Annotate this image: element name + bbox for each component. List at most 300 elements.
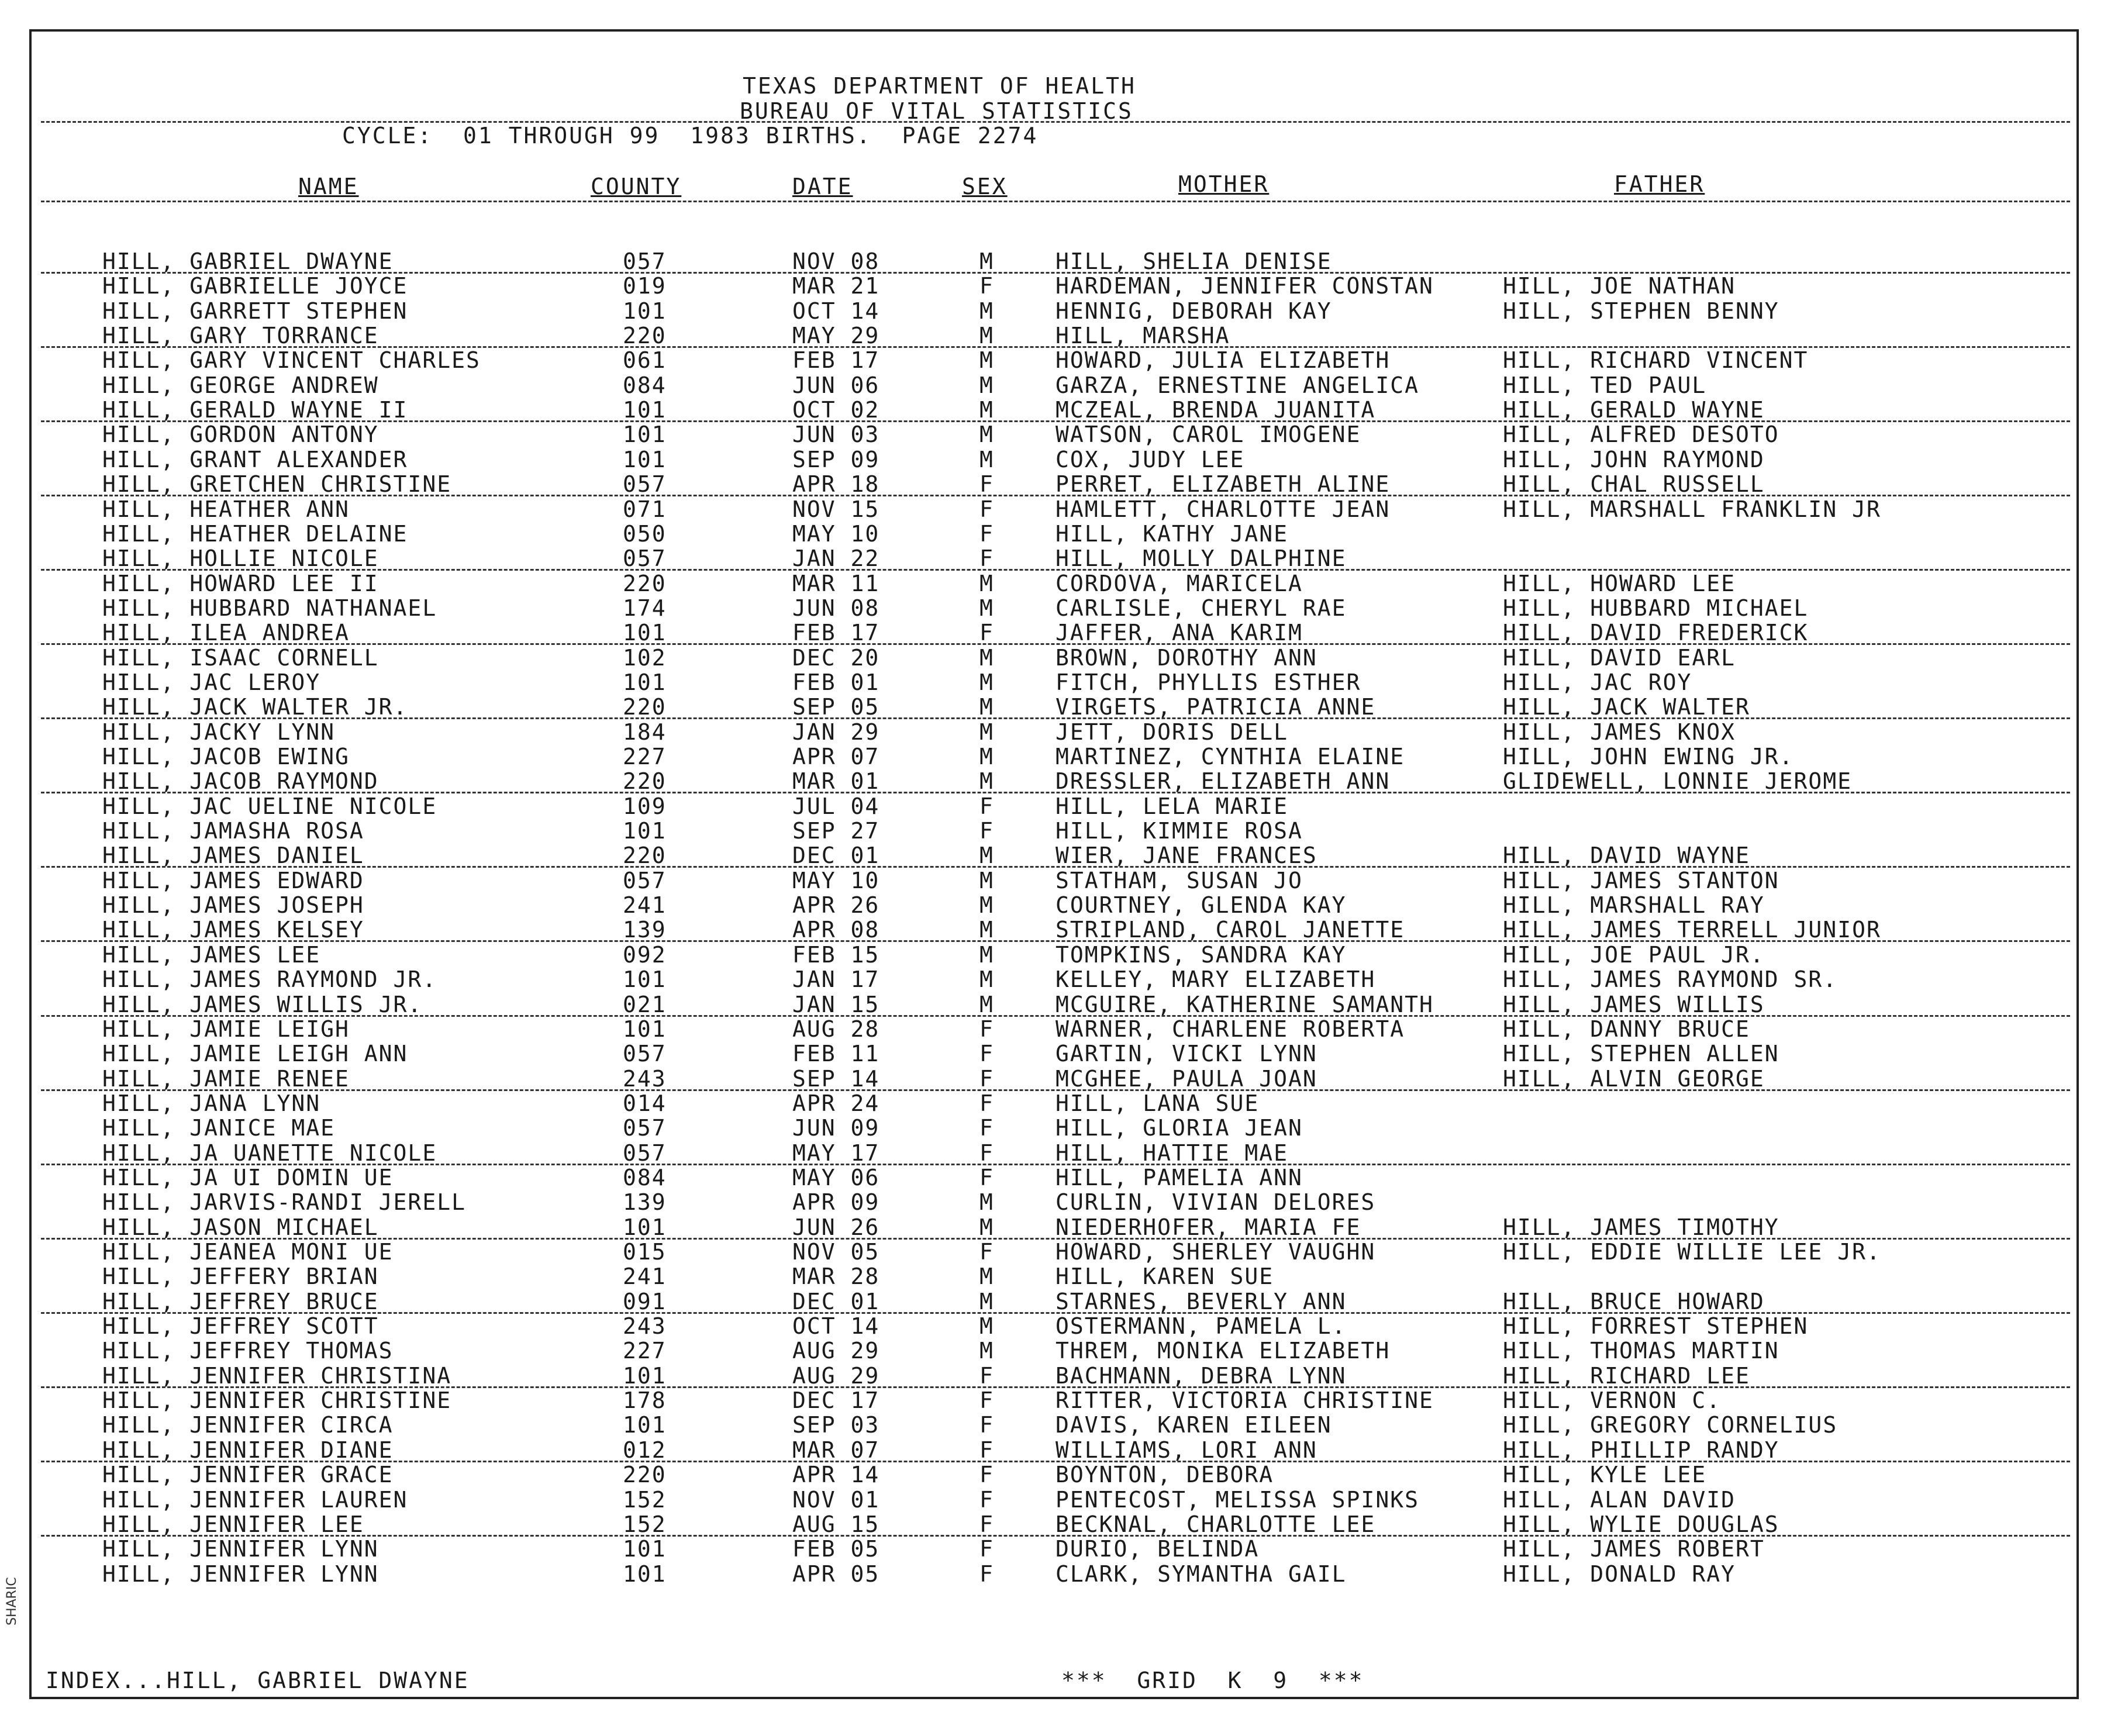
- record-sex: F: [979, 1164, 994, 1190]
- record-county: 139: [623, 917, 667, 943]
- record-row: [0, 546, 2111, 570]
- row-group-divider: [41, 1164, 2070, 1165]
- record-row: [0, 1115, 2111, 1140]
- record-sex: M: [979, 1313, 994, 1340]
- col-sex-header: SEX: [962, 174, 1008, 199]
- record-county: 057: [623, 1041, 667, 1067]
- record-father: HILL, JOHN RAYMOND: [1503, 446, 1765, 472]
- record-date: JUN 06: [792, 372, 880, 398]
- record-county: 057: [623, 1115, 667, 1141]
- record-father: HILL, GREGORY CORNELIUS: [1503, 1412, 1838, 1438]
- record-county: 101: [623, 422, 667, 448]
- record-county: 101: [623, 1016, 667, 1042]
- record-mother: THREM, MONIKA ELIZABETH: [1056, 1338, 1391, 1364]
- record-sex: M: [979, 323, 994, 349]
- record-mother: HOWARD, SHERLEY VAUGHN: [1056, 1239, 1376, 1265]
- record-mother: TOMPKINS, SANDRA KAY: [1056, 941, 1347, 968]
- record-father: HILL, DAVID EARL: [1503, 644, 1736, 671]
- record-father: HILL, GERALD WAYNE: [1503, 397, 1765, 423]
- record-date: NOV 01: [792, 1486, 880, 1513]
- record-row: [0, 1487, 2111, 1511]
- record-name: HILL, JACKY LYNN: [102, 719, 336, 745]
- record-mother: HILL, SHELIA DENISE: [1056, 249, 1332, 274]
- record-sex: F: [979, 1412, 994, 1438]
- record-name: HILL, JAMES WILLIS JR.: [102, 991, 423, 1017]
- record-name: HILL, JARVIS-RANDI JERELL: [102, 1189, 466, 1216]
- record-county: 057: [623, 249, 667, 274]
- record-name: HILL, JAMES EDWARD: [102, 867, 364, 893]
- record-sex: M: [979, 867, 994, 893]
- record-sex: F: [979, 1437, 994, 1463]
- record-row: [0, 496, 2111, 521]
- record-mother: HILL, LELA MARIE: [1056, 793, 1289, 819]
- record-row: [0, 768, 2111, 793]
- record-mother: CORDOVA, MARICELA: [1056, 570, 1303, 596]
- record-father: HILL, JAMES STANTON: [1503, 867, 1779, 893]
- record-sex: M: [979, 1264, 994, 1290]
- record-date: DEC 01: [792, 1288, 880, 1314]
- record-county: 243: [623, 1065, 667, 1092]
- record-county: 241: [623, 1264, 667, 1290]
- record-date: DEC 20: [792, 644, 880, 671]
- record-date: FEB 01: [792, 669, 880, 695]
- record-name: HILL, JENNIFER LYNN: [102, 1536, 379, 1562]
- record-sex: M: [979, 570, 994, 596]
- record-name: HILL, ILEA ANDREA: [102, 620, 350, 646]
- row-group-divider: [41, 940, 2070, 942]
- record-name: HILL, JEFFERY BRIAN: [102, 1264, 379, 1290]
- record-row: [0, 992, 2111, 1016]
- col-county-header: COUNTY: [591, 174, 682, 199]
- footer-grid: *** GRID K 9 ***: [1061, 1668, 1364, 1693]
- record-date: OCT 14: [792, 1313, 880, 1340]
- record-county: 101: [623, 1412, 667, 1438]
- record-name: HILL, JENNIFER LYNN: [102, 1561, 379, 1587]
- record-sex: M: [979, 719, 994, 745]
- row-group-divider: [41, 1089, 2070, 1091]
- record-date: MAR 07: [792, 1437, 880, 1463]
- record-mother: JETT, DORIS DELL: [1056, 719, 1289, 745]
- record-name: HILL, JEFFREY BRUCE: [102, 1288, 379, 1314]
- record-county: 220: [623, 768, 667, 795]
- record-county: 101: [623, 1536, 667, 1562]
- record-date: NOV 05: [792, 1239, 880, 1265]
- record-name: HILL, GRETCHEN CHRISTINE: [102, 471, 452, 498]
- record-sex: F: [979, 1115, 994, 1141]
- record-father: HILL, JAMES TERRELL JUNIOR: [1503, 917, 1881, 943]
- record-name: HILL, HOWARD LEE II: [102, 570, 379, 596]
- record-date: MAY 10: [792, 867, 880, 893]
- row-group-divider: [41, 792, 2070, 793]
- row-group-divider: [41, 866, 2070, 868]
- record-date: FEB 15: [792, 941, 880, 968]
- record-mother: BOYNTON, DEBORA: [1056, 1462, 1274, 1488]
- record-row: [0, 1561, 2111, 1586]
- record-name: HILL, JAMES KELSEY: [102, 917, 364, 943]
- record-name: HILL, JAMIE LEIGH ANN: [102, 1041, 408, 1067]
- record-county: 174: [623, 595, 667, 621]
- record-father: HILL, JAC ROY: [1503, 669, 1692, 695]
- record-father: HILL, EDDIE WILLIE LEE JR.: [1503, 1239, 1881, 1265]
- record-county: 178: [623, 1388, 667, 1414]
- row-group-divider: [41, 1015, 2070, 1017]
- record-date: JAN 17: [792, 967, 880, 993]
- record-row: [0, 571, 2111, 595]
- record-county: 012: [623, 1437, 667, 1463]
- record-date: OCT 14: [792, 298, 880, 324]
- record-mother: COURTNEY, GLENDA KAY: [1056, 892, 1347, 919]
- record-sex: F: [979, 1140, 994, 1166]
- record-county: 061: [623, 347, 667, 374]
- record-county: 101: [623, 1214, 667, 1240]
- record-date: AUG 15: [792, 1511, 880, 1537]
- row-group-divider: [41, 1461, 2070, 1462]
- row-group-divider: [41, 272, 2070, 274]
- record-county: 152: [623, 1486, 667, 1513]
- record-sex: F: [979, 1511, 994, 1537]
- record-father: HILL, THOMAS MARTIN: [1503, 1338, 1779, 1364]
- bureau-title: BUREAU OF VITAL STATISTICS: [740, 98, 1133, 124]
- record-father: HILL, FORREST STEPHEN: [1503, 1313, 1809, 1340]
- row-group-divider: [41, 420, 2070, 422]
- record-date: APR 09: [792, 1189, 880, 1216]
- record-county: 057: [623, 1140, 667, 1166]
- record-mother: FITCH, PHYLLIS ESTHER: [1056, 669, 1361, 695]
- record-row: [0, 1437, 2111, 1462]
- cycle-line: CYCLE: 01 THROUGH 99 1983 BIRTHS. PAGE 2274: [342, 123, 1039, 149]
- record-date: SEP 09: [792, 446, 880, 472]
- record-date: SEP 27: [792, 818, 880, 844]
- record-mother: HENNIG, DEBORAH KAY: [1056, 298, 1332, 324]
- record-father: HILL, MARSHALL FRANKLIN JR: [1503, 496, 1881, 522]
- record-sex: F: [979, 1016, 994, 1042]
- record-date: NOV 15: [792, 496, 880, 522]
- record-sex: M: [979, 768, 994, 795]
- record-county: 243: [623, 1313, 667, 1340]
- record-row: [0, 298, 2111, 323]
- record-father: HILL, STEPHEN ALLEN: [1503, 1041, 1779, 1067]
- record-row: [0, 273, 2111, 298]
- record-row: [0, 793, 2111, 818]
- record-name: HILL, JAMES RAYMOND JR.: [102, 967, 437, 993]
- record-county: 109: [623, 793, 667, 819]
- record-mother: HILL, GLORIA JEAN: [1056, 1115, 1303, 1141]
- record-county: 102: [623, 644, 667, 671]
- record-mother: WILLIAMS, LORI ANN: [1056, 1437, 1317, 1463]
- record-county: 227: [623, 744, 667, 769]
- record-mother: STARNES, BEVERLY ANN: [1056, 1288, 1347, 1314]
- record-date: MAR 11: [792, 570, 880, 596]
- record-mother: RITTER, VICTORIA CHRISTINE: [1056, 1388, 1434, 1414]
- record-sex: M: [979, 1338, 994, 1364]
- record-mother: JAFFER, ANA KARIM: [1056, 620, 1303, 646]
- column-header-divider: [41, 201, 2070, 202]
- record-sex: M: [979, 422, 994, 448]
- record-county: 101: [623, 1561, 667, 1587]
- record-mother: GARTIN, VICKI LYNN: [1056, 1041, 1317, 1067]
- record-mother: KELLEY, MARY ELIZABETH: [1056, 967, 1376, 993]
- record-row: [0, 1462, 2111, 1486]
- record-date: NOV 08: [792, 249, 880, 274]
- row-group-divider: [41, 717, 2070, 719]
- record-mother: HOWARD, JULIA ELIZABETH: [1056, 347, 1391, 374]
- record-mother: DAVIS, KAREN EILEEN: [1056, 1412, 1332, 1438]
- record-date: FEB 17: [792, 620, 880, 646]
- record-father: HILL, VERNON C.: [1503, 1388, 1722, 1414]
- record-father: HILL, PHILLIP RANDY: [1503, 1437, 1779, 1463]
- record-date: AUG 29: [792, 1362, 880, 1389]
- record-date: MAY 06: [792, 1164, 880, 1190]
- record-mother: BROWN, DOROTHY ANN: [1056, 644, 1317, 671]
- record-name: HILL, HUBBARD NATHANAEL: [102, 595, 437, 621]
- record-name: HILL, JENNIFER CIRCA: [102, 1412, 394, 1438]
- record-mother: HILL, KIMMIE ROSA: [1056, 818, 1303, 844]
- record-sex: F: [979, 1462, 994, 1488]
- record-row: [0, 1041, 2111, 1065]
- footer-index: INDEX...HILL, GABRIEL DWAYNE: [46, 1668, 470, 1693]
- record-name: HILL, GEORGE ANDREW: [102, 372, 379, 398]
- record-father: HILL, JOE NATHAN: [1503, 273, 1736, 299]
- record-row: [0, 1511, 2111, 1536]
- record-name: HILL, JENNIFER LAUREN: [102, 1486, 408, 1513]
- record-mother: VIRGETS, PATRICIA ANNE: [1056, 694, 1376, 720]
- record-father: HILL, TED PAUL: [1503, 372, 1707, 398]
- record-date: DEC 01: [792, 843, 880, 869]
- record-county: 091: [623, 1288, 667, 1314]
- record-county: 220: [623, 694, 667, 720]
- record-name: HILL, GABRIELLE JOYCE: [102, 273, 408, 299]
- record-row: [0, 868, 2111, 892]
- record-sex: F: [979, 1239, 994, 1265]
- record-sex: M: [979, 595, 994, 621]
- record-name: HILL, JEANEA MONI UE: [102, 1239, 394, 1265]
- record-sex: F: [979, 1561, 994, 1587]
- record-name: HILL, JENNIFER CHRISTINE: [102, 1388, 452, 1414]
- record-row: [0, 694, 2111, 719]
- record-father: HILL, JAMES TIMOTHY: [1503, 1214, 1779, 1240]
- record-row: [0, 1388, 2111, 1412]
- record-mother: HAMLETT, CHARLOTTE JEAN: [1056, 496, 1391, 522]
- record-name: HILL, GERALD WAYNE II: [102, 397, 408, 423]
- record-row: [0, 645, 2111, 669]
- record-mother: HILL, LANA SUE: [1056, 1090, 1260, 1116]
- col-father-header: FATHER: [1614, 171, 1705, 197]
- record-row: [0, 1536, 2111, 1561]
- record-date: APR 18: [792, 471, 880, 498]
- record-row: [0, 1214, 2111, 1239]
- record-mother: MCGHEE, PAULA JOAN: [1056, 1065, 1317, 1092]
- record-name: HILL, JACK WALTER JR.: [102, 694, 408, 720]
- record-county: 015: [623, 1239, 667, 1265]
- record-father: HILL, JACK WALTER: [1503, 694, 1750, 720]
- record-county: 084: [623, 372, 667, 398]
- record-name: HILL, JEFFREY THOMAS: [102, 1338, 394, 1364]
- record-county: 241: [623, 892, 667, 919]
- record-father: HILL, HOWARD LEE: [1503, 570, 1736, 596]
- record-county: 057: [623, 546, 667, 572]
- record-date: JUN 08: [792, 595, 880, 621]
- record-mother: MARTINEZ, CYNTHIA ELAINE: [1056, 744, 1405, 769]
- record-mother: COX, JUDY LEE: [1056, 446, 1245, 472]
- record-mother: STATHAM, SUSAN JO: [1056, 867, 1303, 893]
- record-mother: HARDEMAN, JENNIFER CONSTAN: [1056, 273, 1434, 299]
- record-date: JAN 22: [792, 546, 880, 572]
- record-row: [0, 1412, 2111, 1437]
- record-sex: M: [979, 917, 994, 943]
- record-name: HILL, JANA LYNN: [102, 1090, 321, 1116]
- record-father: HILL, DAVID WAYNE: [1503, 843, 1750, 869]
- record-name: HILL, JANICE MAE: [102, 1115, 336, 1141]
- record-father: HILL, STEPHEN BENNY: [1503, 298, 1779, 324]
- record-sex: M: [979, 941, 994, 968]
- record-name: HILL, HOLLIE NICOLE: [102, 546, 379, 572]
- record-row: [0, 447, 2111, 471]
- record-sex: M: [979, 397, 994, 423]
- record-mother: CLARK, SYMANTHA GAIL: [1056, 1561, 1347, 1587]
- record-name: HILL, JAMES DANIEL: [102, 843, 364, 869]
- record-row: [0, 1016, 2111, 1041]
- row-group-divider: [41, 1238, 2070, 1240]
- record-father: HILL, ALFRED DESOTO: [1503, 422, 1779, 448]
- row-group-divider: [41, 346, 2070, 348]
- record-name: HILL, GABRIEL DWAYNE: [102, 249, 394, 274]
- record-date: APR 08: [792, 917, 880, 943]
- record-county: 101: [623, 967, 667, 993]
- record-row: [0, 347, 2111, 372]
- record-sex: F: [979, 520, 994, 547]
- row-group-divider: [41, 1535, 2070, 1537]
- record-date: JUN 03: [792, 422, 880, 448]
- record-county: 014: [623, 1090, 667, 1116]
- record-name: HILL, JACOB EWING: [102, 744, 350, 769]
- record-row: [0, 719, 2111, 744]
- record-father: HILL, RICHARD VINCENT: [1503, 347, 1809, 374]
- record-row: [0, 471, 2111, 496]
- col-name-header: NAME: [298, 174, 359, 199]
- record-name: HILL, JAC LEROY: [102, 669, 321, 695]
- record-row: [0, 397, 2111, 422]
- record-sex: F: [979, 620, 994, 646]
- record-row: [0, 843, 2111, 867]
- col-mother-header: MOTHER: [1178, 171, 1270, 197]
- record-date: SEP 14: [792, 1065, 880, 1092]
- record-row: [0, 1189, 2111, 1214]
- record-father: HILL, JAMES KNOX: [1503, 719, 1736, 745]
- record-name: HILL, JENNIFER LEE: [102, 1511, 364, 1537]
- record-mother: GARZA, ERNESTINE ANGELICA: [1056, 372, 1419, 398]
- record-name: HILL, ISAAC CORNELL: [102, 644, 379, 671]
- record-date: APR 24: [792, 1090, 880, 1116]
- record-sex: M: [979, 694, 994, 720]
- record-name: HILL, JENNIFER GRACE: [102, 1462, 394, 1488]
- record-father: HILL, ALAN DAVID: [1503, 1486, 1736, 1513]
- record-row: [0, 669, 2111, 694]
- record-name: HILL, JENNIFER CHRISTINA: [102, 1362, 452, 1389]
- record-date: FEB 17: [792, 347, 880, 374]
- record-row: [0, 249, 2111, 273]
- record-county: 101: [623, 669, 667, 695]
- record-county: 071: [623, 496, 667, 522]
- record-row: [0, 1289, 2111, 1313]
- record-county: 220: [623, 843, 667, 869]
- record-county: 021: [623, 991, 667, 1017]
- record-sex: F: [979, 496, 994, 522]
- record-sex: F: [979, 793, 994, 819]
- record-sex: F: [979, 1536, 994, 1562]
- record-date: JUN 09: [792, 1115, 880, 1141]
- record-date: AUG 28: [792, 1016, 880, 1042]
- record-mother: NIEDERHOFER, MARIA FE: [1056, 1214, 1361, 1240]
- record-name: HILL, JAMES LEE: [102, 941, 321, 968]
- record-date: JUN 26: [792, 1214, 880, 1240]
- record-date: MAR 01: [792, 768, 880, 795]
- record-row: [0, 1090, 2111, 1115]
- record-county: 101: [623, 620, 667, 646]
- record-county: 050: [623, 520, 667, 547]
- record-father: HILL, MARSHALL RAY: [1503, 892, 1765, 919]
- row-group-divider: [41, 495, 2070, 496]
- record-date: MAY 10: [792, 520, 880, 547]
- record-name: HILL, JA UI DOMIN UE: [102, 1164, 394, 1190]
- record-row: [0, 942, 2111, 967]
- record-county: 101: [623, 1362, 667, 1389]
- record-mother: HILL, HATTIE MAE: [1056, 1140, 1289, 1166]
- record-sex: M: [979, 967, 994, 993]
- record-county: 057: [623, 867, 667, 893]
- record-county: 101: [623, 298, 667, 324]
- record-county: 084: [623, 1164, 667, 1190]
- record-father: HILL, JAMES WILLIS: [1503, 991, 1765, 1017]
- record-row: [0, 1140, 2111, 1165]
- record-date: APR 07: [792, 744, 880, 769]
- record-row: [0, 521, 2111, 546]
- record-father: HILL, CHAL RUSSELL: [1503, 471, 1765, 498]
- record-sex: M: [979, 744, 994, 769]
- record-date: AUG 29: [792, 1338, 880, 1364]
- record-row: [0, 1066, 2111, 1090]
- record-mother: HILL, MARSHA: [1056, 323, 1230, 349]
- record-mother: HILL, KAREN SUE: [1056, 1264, 1274, 1290]
- record-father: HILL, JOE PAUL JR.: [1503, 941, 1765, 968]
- record-father: HILL, ALVIN GEORGE: [1503, 1065, 1765, 1092]
- record-row: [0, 1165, 2111, 1189]
- record-sex: M: [979, 372, 994, 398]
- record-county: 101: [623, 818, 667, 844]
- record-date: JUL 04: [792, 793, 880, 819]
- record-mother: HILL, KATHY JANE: [1056, 520, 1289, 547]
- record-date: SEP 03: [792, 1412, 880, 1438]
- record-county: 092: [623, 941, 667, 968]
- record-date: MAY 17: [792, 1140, 880, 1166]
- record-name: HILL, HEATHER ANN: [102, 496, 350, 522]
- record-county: 139: [623, 1189, 667, 1216]
- record-row: [0, 1363, 2111, 1388]
- record-date: APR 14: [792, 1462, 880, 1488]
- record-name: HILL, GARY TORRANCE: [102, 323, 379, 349]
- row-group-divider: [41, 569, 2070, 571]
- record-county: 152: [623, 1511, 667, 1537]
- record-sex: F: [979, 1486, 994, 1513]
- record-sex: F: [979, 1388, 994, 1414]
- record-date: APR 26: [792, 892, 880, 919]
- side-label: SHARIC: [5, 1577, 19, 1625]
- record-name: HILL, JAMIE LEIGH: [102, 1016, 350, 1042]
- record-mother: BECKNAL, CHARLOTTE LEE: [1056, 1511, 1376, 1537]
- record-sex: M: [979, 1189, 994, 1216]
- record-father: HILL, JAMES RAYMOND SR.: [1503, 967, 1838, 993]
- record-county: 019: [623, 273, 667, 299]
- record-row: [0, 1313, 2111, 1338]
